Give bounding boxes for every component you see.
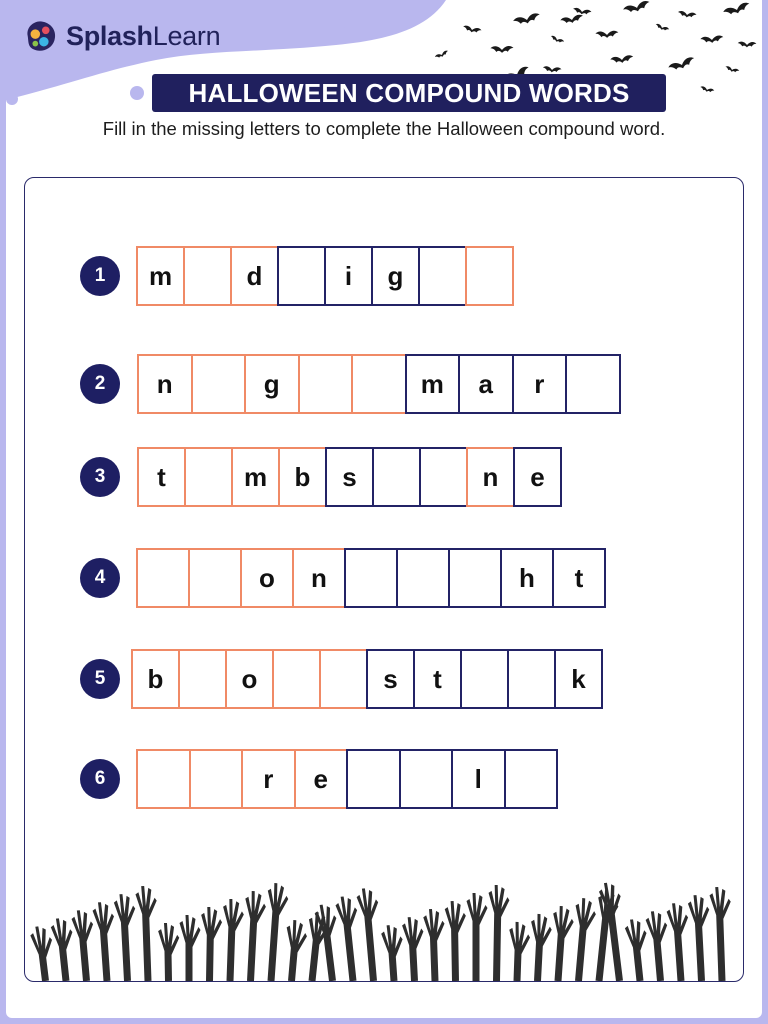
zombie-hand-icon — [688, 894, 713, 981]
splashlearn-logo-icon — [22, 17, 60, 55]
zombie-hand-icon — [92, 901, 118, 981]
bat-icon — [700, 35, 724, 44]
letter-box-filled: t — [552, 548, 606, 608]
decor-dot — [6, 93, 18, 105]
letter-box-blank[interactable] — [319, 649, 368, 709]
bat-icon — [700, 86, 715, 94]
letter-box-blank[interactable] — [351, 354, 407, 414]
letter-box-blank[interactable] — [372, 447, 421, 507]
letter-box-blank[interactable] — [346, 749, 401, 809]
bat-icon — [595, 31, 618, 39]
zombie-hand-icon — [645, 910, 672, 981]
letter-box-filled: g — [244, 354, 300, 414]
letter-box-filled: t — [413, 649, 462, 709]
letter-box-filled: m — [231, 447, 280, 507]
zombie-hand-icon — [221, 899, 245, 981]
letter-box-filled: n — [292, 548, 346, 608]
page-title: HALLOWEEN COMPOUND WORDS — [152, 74, 666, 112]
letter-box-filled: i — [324, 246, 373, 306]
zombie-hand-icon — [158, 923, 180, 981]
letter-box-filled: e — [513, 447, 562, 507]
letter-box-blank[interactable] — [507, 649, 556, 709]
zombie-hand-icon — [508, 922, 531, 981]
zombie-hand-icon — [135, 886, 159, 981]
letter-box-blank[interactable] — [191, 354, 247, 414]
bat-icon — [655, 23, 670, 32]
puzzle-card — [24, 177, 744, 982]
zombie-hand-icon — [335, 895, 365, 981]
bat-icon — [513, 12, 541, 26]
zombie-hand-icon — [467, 893, 488, 981]
letter-box-filled: d — [230, 246, 279, 306]
bat-icon — [542, 66, 561, 73]
letter-box-blank[interactable] — [178, 649, 227, 709]
zombie-hand-icon — [528, 914, 552, 981]
letter-box-filled: k — [554, 649, 603, 709]
zombie-hand-icon — [29, 925, 57, 981]
zombie-hand-icon — [402, 916, 426, 981]
letter-boxes — [136, 246, 514, 306]
puzzle-row — [25, 548, 743, 608]
letter-box-blank[interactable] — [189, 749, 244, 809]
bat-icon — [550, 35, 565, 45]
letter-box-blank[interactable] — [399, 749, 454, 809]
zombie-hand-icon — [709, 887, 733, 981]
bat-icon — [462, 25, 481, 34]
bat-icon — [434, 50, 449, 60]
bat-icon — [668, 56, 696, 73]
puzzle-row — [25, 447, 743, 507]
letter-box-blank[interactable] — [272, 649, 321, 709]
bat-icon — [738, 42, 757, 48]
letter-box-blank[interactable] — [344, 548, 398, 608]
letter-box-blank[interactable] — [188, 548, 242, 608]
puzzle-row — [25, 246, 743, 306]
bat-icon — [677, 11, 696, 19]
bat-icon — [723, 1, 752, 17]
question-number-badge: 5 — [80, 659, 120, 699]
letter-box-blank[interactable] — [396, 548, 450, 608]
letter-box-blank[interactable] — [419, 447, 468, 507]
question-number-badge: 2 — [80, 364, 120, 404]
letter-box-filled: g — [371, 246, 420, 306]
zombie-hand-icon — [241, 891, 267, 981]
letter-box-filled: a — [458, 354, 514, 414]
letter-boxes — [131, 649, 603, 709]
brand-name: SplashLearn — [66, 20, 221, 51]
zombie-hands-decoration — [25, 871, 743, 981]
instructions-text: Fill in the missing letters to complete the Halloween compound word. — [102, 118, 666, 139]
letter-box-filled: m — [405, 354, 461, 414]
zombie-hand-icon — [180, 915, 201, 981]
letter-box-blank[interactable] — [136, 749, 191, 809]
zombie-hand-icon — [50, 917, 77, 981]
letter-box-blank[interactable] — [277, 246, 326, 306]
letter-box-filled: m — [136, 246, 185, 306]
zombie-hand-icon — [71, 909, 98, 981]
puzzle-row — [25, 354, 743, 414]
letter-box-filled: s — [366, 649, 415, 709]
zombie-hand-icon — [262, 883, 290, 981]
letter-box-filled: e — [294, 749, 349, 809]
bat-icon — [572, 7, 591, 16]
zombie-hand-icon — [549, 906, 575, 981]
letter-box-filled: b — [131, 649, 180, 709]
zombie-hand-icon — [113, 893, 139, 981]
zombie-hand-icon — [569, 898, 597, 981]
letter-box-filled: h — [500, 548, 554, 608]
zombie-hand-icon — [356, 887, 385, 981]
bat-icon — [623, 0, 652, 15]
question-number-badge: 1 — [80, 256, 120, 296]
letter-box-filled: t — [137, 447, 186, 507]
letter-box-filled: o — [225, 649, 274, 709]
letter-box-filled: s — [325, 447, 374, 507]
letter-boxes — [137, 354, 621, 414]
letter-box-filled: n — [137, 354, 193, 414]
bat-icon — [490, 46, 513, 53]
letter-box-blank[interactable] — [504, 749, 559, 809]
zombie-hand-icon — [445, 901, 467, 981]
zombie-hand-icon — [487, 885, 510, 981]
zombie-hand-icon — [666, 902, 692, 981]
puzzle-row — [25, 749, 743, 809]
letter-box-filled: r — [512, 354, 568, 414]
bat-icon — [725, 66, 740, 74]
letter-box-filled: n — [466, 447, 515, 507]
zombie-hand-icon — [200, 907, 222, 981]
zombie-hand-icon — [282, 919, 308, 981]
question-number-badge: 6 — [80, 759, 120, 799]
letter-box-blank[interactable] — [184, 447, 233, 507]
letter-box-filled: l — [451, 749, 506, 809]
letter-box-filled: r — [241, 749, 296, 809]
zombie-hand-icon — [423, 909, 446, 981]
letter-boxes — [136, 749, 558, 809]
letter-box-blank[interactable] — [418, 246, 467, 306]
letter-box-filled: b — [278, 447, 327, 507]
question-number-badge: 4 — [80, 558, 120, 598]
zombie-hand-icon — [624, 918, 651, 981]
letter-box-blank[interactable] — [136, 548, 190, 608]
letter-box-filled: o — [240, 548, 294, 608]
decor-dot — [130, 86, 144, 100]
letter-boxes — [136, 548, 606, 608]
zombie-hand-icon — [381, 924, 406, 981]
letter-box-blank[interactable] — [460, 649, 509, 709]
bat-icon — [610, 55, 634, 65]
question-number-badge: 3 — [80, 457, 120, 497]
letter-box-blank[interactable] — [465, 246, 514, 306]
letter-box-blank[interactable] — [565, 354, 621, 414]
bat-icon — [560, 14, 584, 25]
puzzle-row — [25, 649, 743, 709]
worksheet — [6, 0, 762, 1018]
letter-box-blank[interactable] — [448, 548, 502, 608]
letter-box-blank[interactable] — [298, 354, 354, 414]
letter-boxes — [137, 447, 562, 507]
decor-dot — [339, 10, 357, 28]
splashlearn-logo[interactable] — [22, 14, 220, 58]
letter-box-blank[interactable] — [183, 246, 232, 306]
